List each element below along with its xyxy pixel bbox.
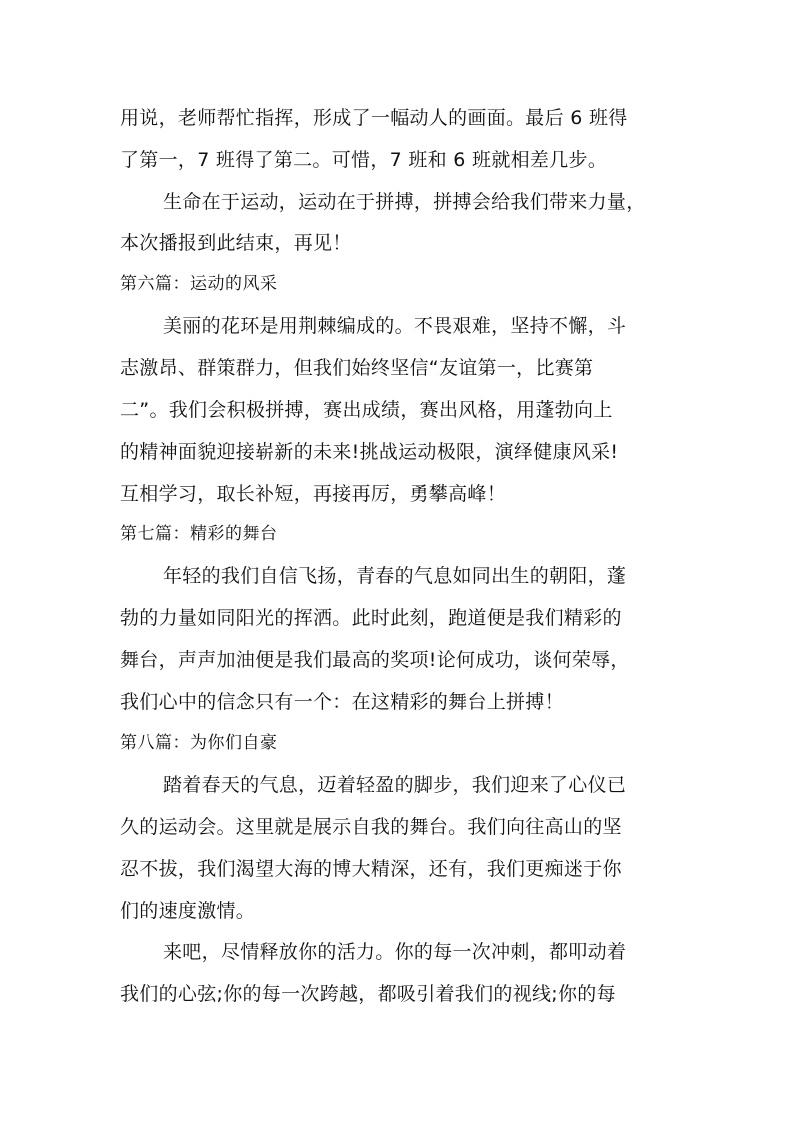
section-heading-6: 第六篇：运动的风采 <box>120 274 278 294</box>
paragraph-first-line: 来吧，尽情释放你的活力。你的每一次冲刺，都叩动着 <box>163 941 627 963</box>
body-text-line: 本次播报到此结束，再见！ <box>120 232 352 254</box>
body-text-line: 志激昂、群策群力，但我们始终坚信“友谊第一，比赛第 <box>120 357 594 379</box>
body-text-line: 的精神面貌迎接崭新的未来!挑战运动极限，演绎健康风采! <box>120 441 619 463</box>
section-heading-8: 第八篇：为你们自豪 <box>120 733 278 753</box>
paragraph-first-line: 年轻的我们自信飞扬，青春的气息如同出生的朝阳，蓬 <box>163 565 627 587</box>
body-text-line: 了第一，7 班得了第二。可惜，7 班和 6 班就相差几步。 <box>120 149 608 171</box>
paragraph-first-line: 美丽的花环是用荆棘编成的。不畏艰难，坚持不懈，斗 <box>163 315 627 337</box>
body-text-line: 二”。我们会积极拼搏，赛出成绩，赛出风格，用蓬勃向上 <box>120 399 613 421</box>
body-text-line: 用说，老师帮忙指挥，形成了一幅动人的画面。最后 6 班得 <box>120 107 628 129</box>
body-text-line: 互相学习，取长补短，再接再厉，勇攀高峰！ <box>120 483 507 505</box>
paragraph-first-line: 踏着春天的气息，迈着轻盈的脚步，我们迎来了心仪已 <box>163 774 627 796</box>
body-text-line: 们的速度激情。 <box>120 900 256 922</box>
body-text-line: 勃的力量如同阳光的挥洒。此时此刻，跑道便是我们精彩的 <box>120 607 622 629</box>
body-text-line: 我们心中的信念只有一个：在这精彩的舞台上拼搏！ <box>120 691 564 713</box>
body-text-line: 忍不拔，我们渴望大海的博大精深，还有，我们更痴迷于你 <box>120 858 622 880</box>
body-text-line: 舞台，声声加油便是我们最高的奖项!论何成功，谈何荣辱， <box>120 649 630 671</box>
paragraph-first-line: 生命在于运动，运动在于拼搏，拼搏会给我们带来力量， <box>163 191 646 213</box>
body-text-line: 久的运动会。这里就是展示自我的舞台。我们向往高山的坚 <box>120 816 622 838</box>
body-text-line: 我们的心弦;你的每一次跨越，都吸引着我们的视线;你的每 <box>120 983 616 1005</box>
section-heading-7: 第七篇：精彩的舞台 <box>120 524 278 544</box>
